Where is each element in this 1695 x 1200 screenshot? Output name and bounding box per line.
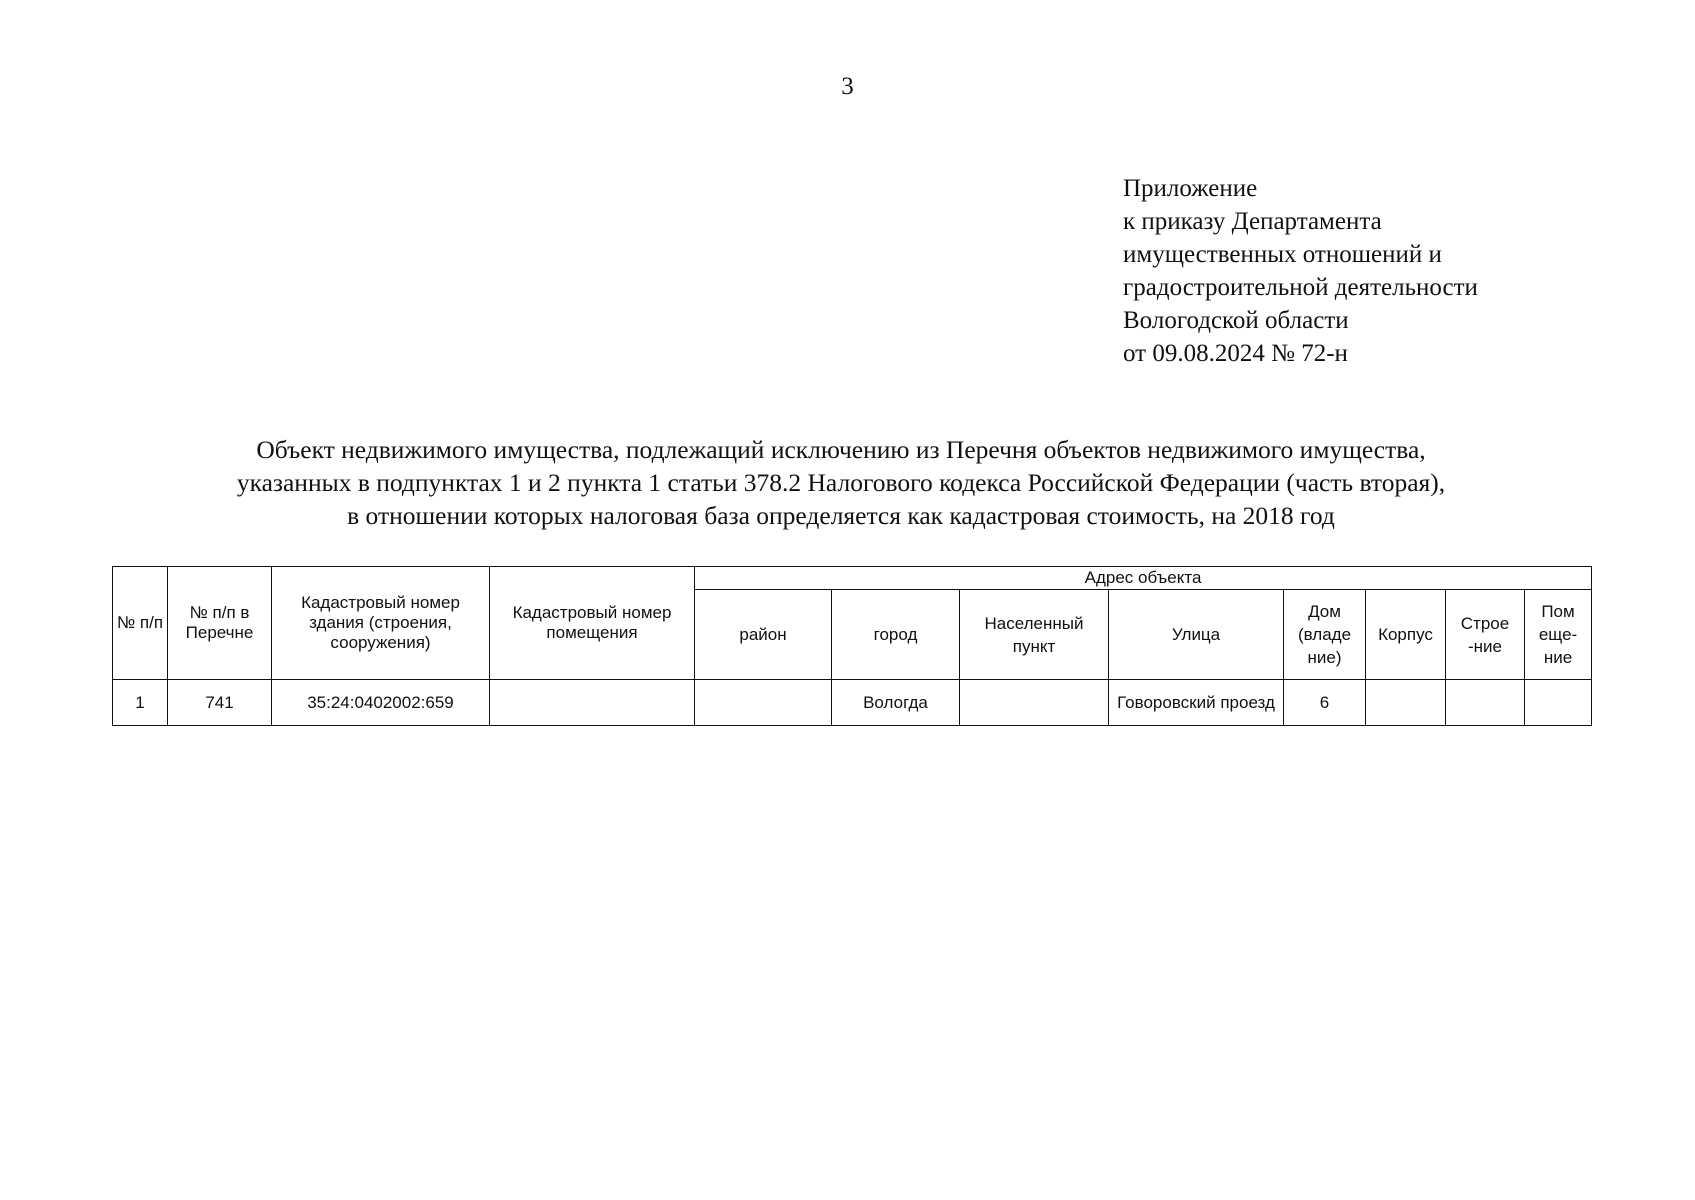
header-building-cadastral: Кадастровый номер здания (строения, сооружения) — [272, 567, 490, 680]
appendix-line: Приложение — [1123, 175, 1258, 202]
title-line: в отношении которых налоговая база определяется как кадастровая стоимость, на 2018 год — [347, 501, 1335, 530]
cell-locality — [960, 680, 1109, 726]
appendix-line: Вологодской области — [1123, 307, 1349, 334]
header-city: город — [832, 590, 960, 680]
cell-district — [695, 680, 832, 726]
header-block: Корпус — [1366, 590, 1446, 680]
page-number: 3 — [841, 73, 854, 100]
appendix-block — [1123, 172, 1603, 370]
header-address-group: Адрес объекта — [695, 567, 1592, 590]
appendix-line: имущественных отношений и — [1123, 241, 1442, 268]
appendix-line: к приказу Департамента — [1123, 208, 1382, 235]
cell-city: Вологда — [832, 680, 960, 726]
cell-premises-cadastral — [490, 680, 695, 726]
cell-house: 6 — [1284, 680, 1366, 726]
header-house: Дом (владе ние) — [1284, 590, 1366, 680]
header-num: № п/п — [113, 567, 168, 680]
header-locality: Населенный пункт — [960, 590, 1109, 680]
header-premises: Пом еще- ние — [1525, 590, 1592, 680]
header-street: Улица — [1109, 590, 1284, 680]
header-list-num: № п/п в Перечне — [168, 567, 272, 680]
table-row — [113, 680, 1592, 726]
appendix-line: градостроительной деятельности — [1123, 274, 1478, 301]
title-line: Объект недвижимого имущества, подлежащий исключению из Перечня объектов недвижимого имущества, — [256, 435, 1426, 464]
title-line: указанных в подпунктах 1 и 2 пункта 1 статьи 378.2 Налогового кодекса Российской Федерации (часть вторая), — [236, 468, 1446, 497]
header-row — [113, 567, 1592, 590]
cell-block — [1366, 680, 1446, 726]
cell-building — [1446, 680, 1525, 726]
header-building: Строе -ние — [1446, 590, 1525, 680]
appendix-line: от 09.08.2024 № 72-н — [1123, 340, 1348, 367]
header-district: район — [695, 590, 832, 680]
property-table — [112, 566, 1592, 726]
cell-street: Говоровский проезд — [1109, 680, 1284, 726]
document-title — [100, 433, 1582, 532]
header-premises-cadastral: Кадастровый номер помещения — [490, 567, 695, 680]
cell-building-cadastral: 35:24:0402002:659 — [272, 680, 490, 726]
cell-premises — [1525, 680, 1592, 726]
cell-num: 1 — [113, 680, 168, 726]
cell-list-num: 741 — [168, 680, 272, 726]
